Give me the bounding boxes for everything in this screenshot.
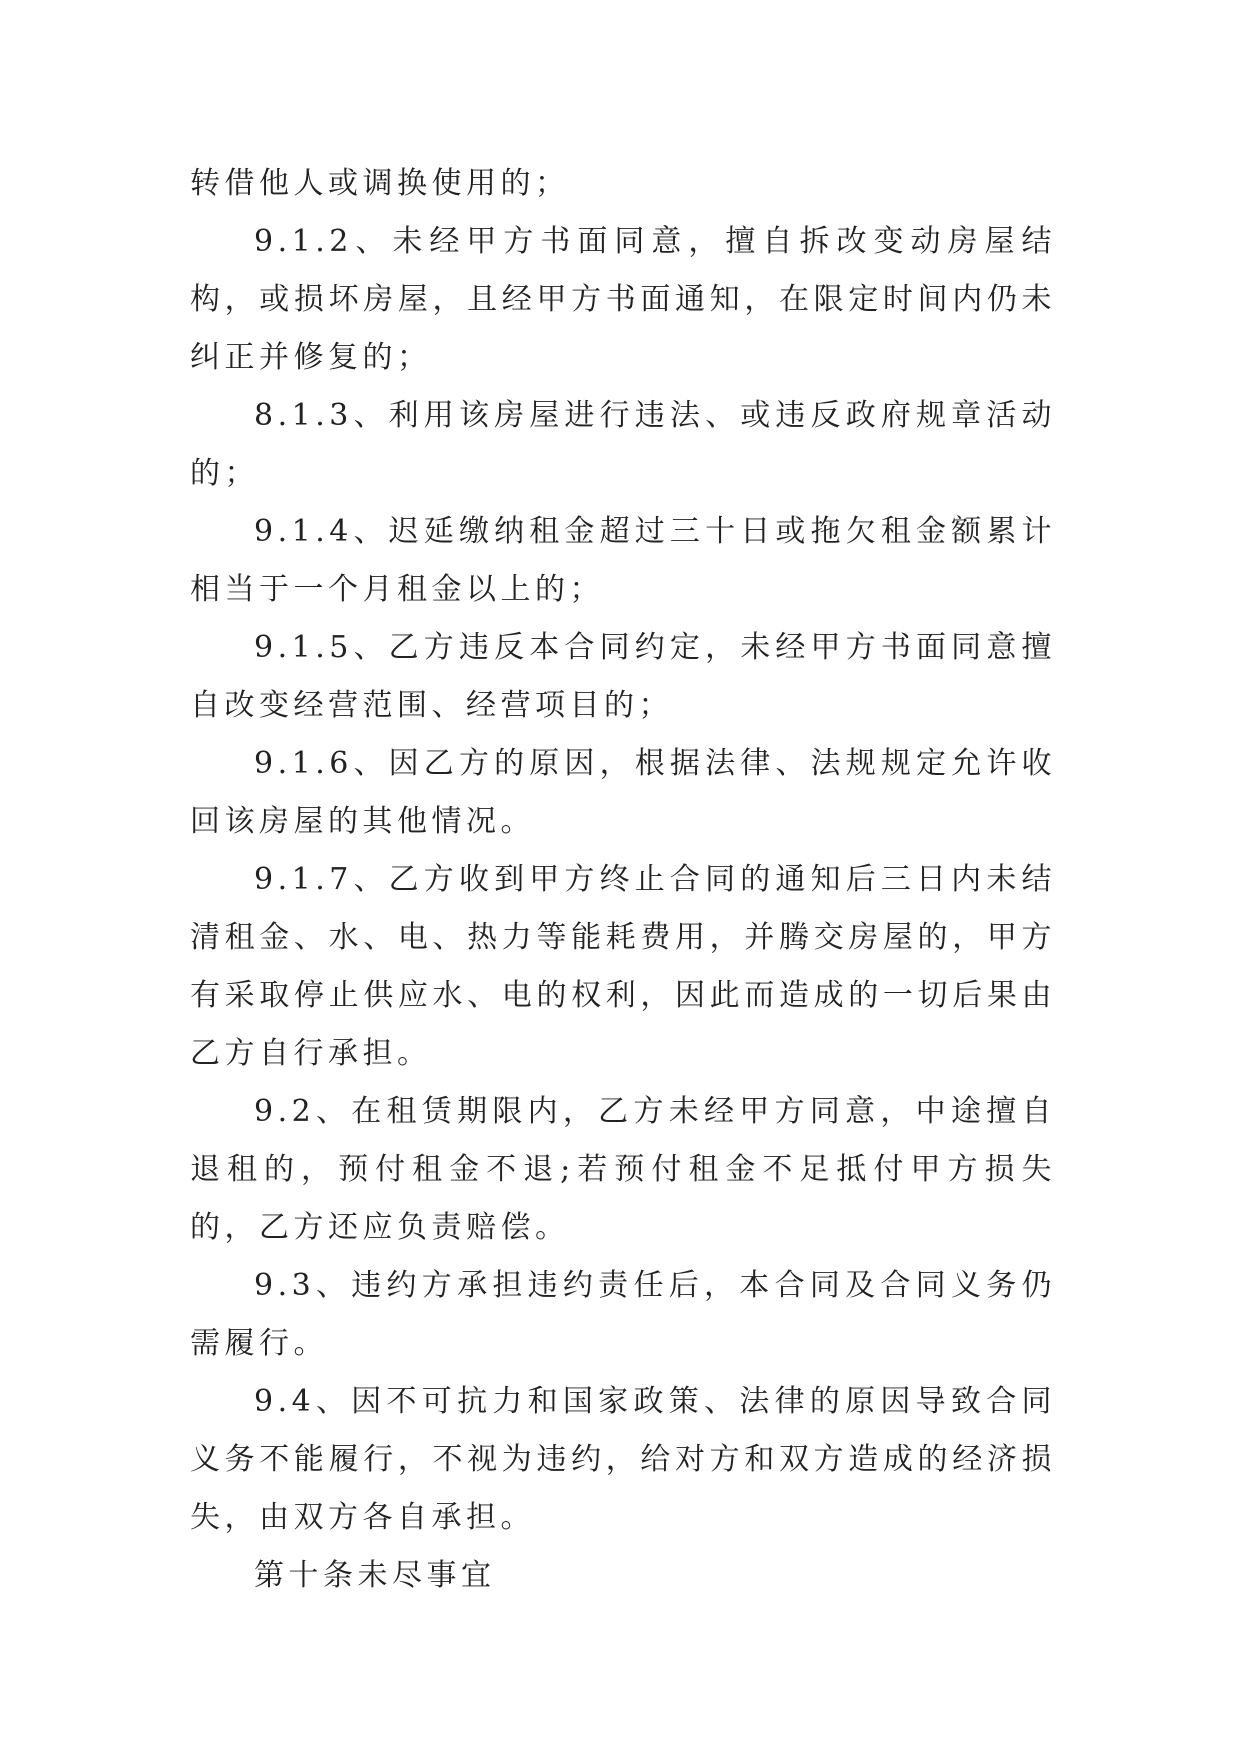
clause-9-1-2: 9.1.2、未经甲方书面同意，擅自拆改变动房屋结构，或损坏房屋，且经甲方书面通知，在限定时间内仍未纠正并修复的；	[190, 224, 1056, 375]
clause-9-3: 9.3、违约方承担违约责任后，本合同及合同义务仍需履行。	[190, 1268, 1056, 1361]
clause-9-2: 9.2、在租赁期限内，乙方未经甲方同意，中途擅自退租的，预付租金不退;若预付租金不足抵付甲方损失的，乙方还应负责赔偿。	[190, 1094, 1056, 1245]
section-heading: 第十条未尽事宜	[254, 1558, 496, 1593]
clause-9-1-6: 9.1.6、因乙方的原因，根据法律、法规规定允许收回该房屋的其他情况。	[190, 746, 1056, 839]
clause-9-4: 9.4、因不可抗力和国家政策、法律的原因导致合同义务不能履行，不视为违约，给对方和双方造成的经济损失，由双方各自承担。	[190, 1384, 1056, 1535]
clause-9-1-4: 9.1.4、迟延缴纳租金超过三十日或拖欠租金额累计相当于一个月租金以上的；	[190, 514, 1056, 607]
clause-9-1-5: 9.1.5、乙方违反本合同约定，未经甲方书面同意擅自改变经营范围、经营项目的；	[190, 630, 1056, 723]
paragraph-continuation: 转借他人或调换使用的；	[190, 166, 570, 201]
clause-8-1-3: 8.1.3、利用该房屋进行违法、或违反政府规章活动的；	[190, 398, 1056, 491]
document-page	[190, 155, 1056, 1605]
clause-9-1-7: 9.1.7、乙方收到甲方终止合同的通知后三日内未结清租金、水、电、热力等能耗费用，并腾交房屋的，甲方有采取停止供应水、电的权利，因此而造成的一切后果由乙方自行承担。	[190, 862, 1056, 1071]
